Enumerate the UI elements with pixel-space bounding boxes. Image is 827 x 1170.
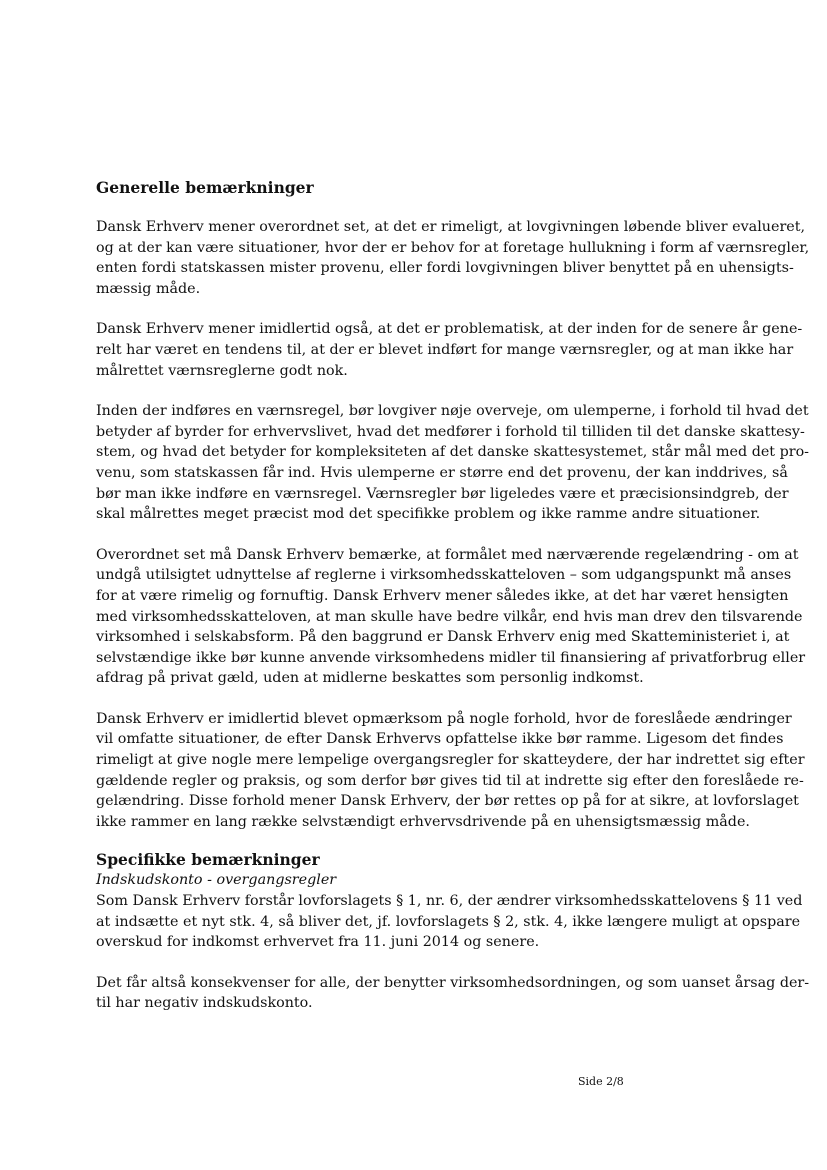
text-line: Dansk Erhverv mener imidlertid også, at det er problematisk, at der inden for de senere år gene- bbox=[96, 321, 803, 338]
text-line: skal målrettes meget præcist mod det specifikke problem og ikke ramme andre situationer. bbox=[96, 506, 761, 523]
text-line: enten fordi statskassen mister provenu, eller fordi lovgivningen bliver benyttet på en uhensigts- bbox=[96, 260, 794, 277]
text-line: Dansk Erhverv mener overordnet set, at det er rimeligt, at lovgivningen løbende bliver evalueret, bbox=[96, 219, 806, 235]
text-line: målrettet værnsreglerne godt nok. bbox=[96, 362, 348, 379]
text-line: Dansk Erhverv er imidlertid blevet opmærksom på nogle forhold, hvor de foreslåede ændringer bbox=[96, 710, 792, 727]
text-line: Som Dansk Erhverv forstår lovforslagets § 1, nr. 6, der ændrer virksomhedsskattelovens § 11 ved bbox=[96, 893, 803, 910]
document-body bbox=[96, 178, 810, 1014]
general-paragraph-4 bbox=[96, 545, 806, 689]
specific-paragraph-2 bbox=[96, 973, 810, 1014]
text-line: vil omfatte situationer, de efter Dansk Erhvervs opfattelse ikke bør ramme. Ligesom det findes bbox=[96, 731, 784, 748]
text-line: med virksomhedsskatteloven, at man skulle have bedre vilkår, end hvis man drev den tilsvarende bbox=[96, 608, 803, 625]
general-paragraph-1 bbox=[96, 217, 810, 299]
text-line: venu, som statskassen får ind. Hvis ulemperne er større end det provenu, der kan inddrives, så bbox=[96, 464, 788, 481]
text-line: og at der kan være situationer, hvor der er behov for at foretage hullukning i form af værnsregler, bbox=[96, 239, 810, 256]
specific-paragraph-1 bbox=[96, 891, 803, 953]
text-line: Det får altså konsekvenser for alle, der benytter virksomhedsordningen, og som uanset årsag der- bbox=[96, 974, 810, 991]
text-line: gelændring. Disse forhold mener Dansk Erhverv, der bør rettes op på for at sikre, at lovforslaget bbox=[96, 793, 799, 810]
text-line: gældende regler og praksis, og som derfor bør gives tid til at indrette sig efter den foreslåede re- bbox=[96, 772, 804, 789]
text-line: at indsætte et nyt stk. 4, så bliver det, jf. lovforslagets § 2, stk. 4, ikke længere muligt at opspare bbox=[96, 913, 801, 930]
text-line: selvstændige ikke bør kunne anvende virksomhedens midler til finansiering af privatforbrug eller bbox=[96, 649, 806, 666]
text-line: stem, og hvad det betyder for kompleksiteten af det danske skattesystemet, står mål med det pro- bbox=[96, 444, 810, 461]
text-line: bør man ikke indføre en værnsregel. Værnsregler bør ligeledes være et præcisionsindgreb, der bbox=[96, 485, 789, 502]
text-line: Inden der indføres en værnsregel, bør lovgiver nøje overveje, om ulemperne, i forhold til hvad det bbox=[96, 403, 809, 420]
text-line: mæssig måde. bbox=[96, 280, 201, 297]
text-line: Overordnet set må Dansk Erhverv bemærke, at formålet med nærværende regelændring - om at bbox=[96, 546, 799, 563]
text-line: til har negativ indskudskonto. bbox=[96, 995, 313, 1012]
specific-subheading: Indskudskonto - overgangsregler bbox=[96, 872, 337, 889]
text-line: ikke rammer en lang række selvstændigt erhvervsdrivende på en uhensigtsmæssig måde. bbox=[96, 813, 750, 830]
general-paragraph-5 bbox=[96, 709, 805, 833]
general-paragraph-2 bbox=[96, 319, 803, 381]
text-line: for at være rimelig og fornuftig. Dansk Erhverv mener således ikke, at det har været hensigten bbox=[96, 587, 789, 604]
page-number: Side 2/8 bbox=[578, 1075, 624, 1088]
text-line: rimeligt at give nogle mere lempelige overgangsregler for skatteydere, der har indrettet sig efter bbox=[96, 752, 805, 769]
text-line: afdrag på privat gæld, uden at midlerne beskattes som personlig indkomst. bbox=[96, 670, 644, 687]
text-line: betyder af byrder for erhvervslivet, hvad det medfører i forhold til tilliden til det danske skattesy- bbox=[96, 423, 805, 440]
text-line: relt har været en tendens til, at der er blevet indført for mange værnsregler, og at man ikke har bbox=[96, 341, 794, 358]
general-heading: Generelle bemærkninger bbox=[96, 178, 314, 197]
text-line: overskud for indkomst erhvervet fra 11. juni 2014 og senere. bbox=[96, 934, 540, 951]
text-line: virksomhed i selskabsform. På den baggrund er Dansk Erhverv enig med Skatteministeriet i, at bbox=[96, 629, 790, 646]
general-paragraph-3 bbox=[96, 401, 810, 525]
text-line: undgå utilsigtet udnyttelse af reglerne i virksomhedsskatteloven – som udgangspunkt må anses bbox=[96, 567, 792, 584]
specific-heading: Specifikke bemærkninger bbox=[96, 850, 320, 870]
